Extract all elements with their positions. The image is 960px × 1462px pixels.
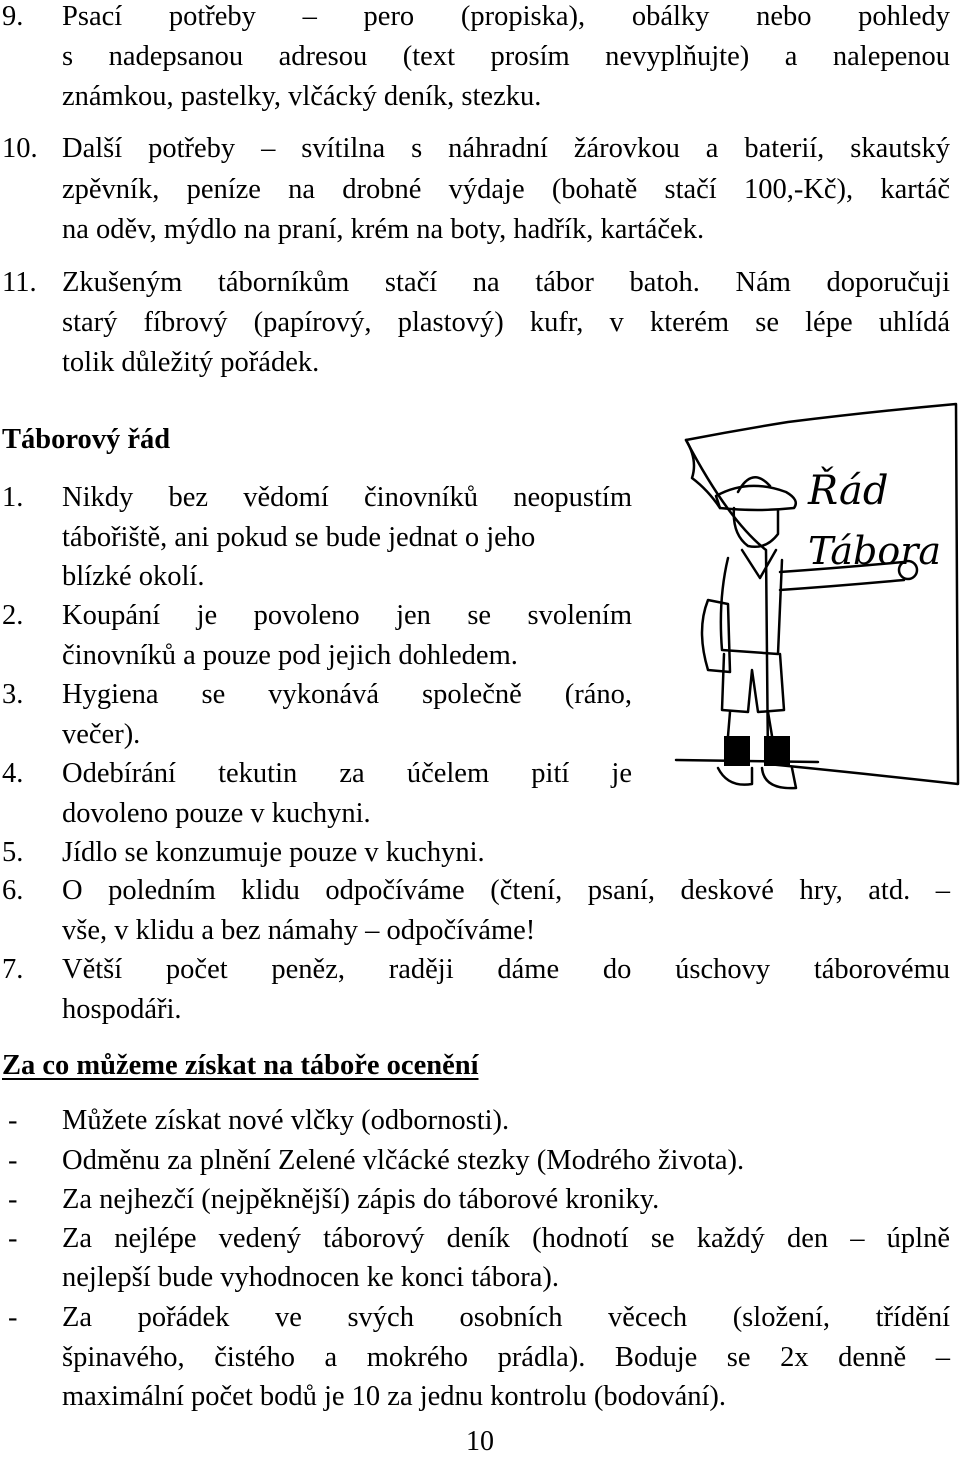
award-line: Za nejlépe vedený táborový deník (hodnotí se každý den – úplně [62, 1223, 950, 1254]
list-item-line: starý fíbrový (papírový, plastový) kufr, v kterém se lépe uhlídá [62, 307, 950, 338]
award-line: špinavého, čistého a mokrého prádla). Boduje se 2x denně – [62, 1342, 950, 1373]
rule-number: 7. [2, 954, 24, 985]
rule-line: Větší počet peněz, raději dáme do úschovy táborovému [62, 954, 950, 985]
rule-line: činovníků a pouze pod jejich dohledem. [62, 640, 518, 671]
rule-line: Hygiena se vykonává společně (ráno, [62, 679, 632, 710]
rule-line: tábořiště, ani pokud se bude jednat o jeho [62, 522, 536, 553]
rule-number: 1. [2, 482, 24, 513]
rule-number: 2. [2, 600, 24, 631]
list-item-line: tolik důležitý pořádek. [62, 347, 320, 378]
rule-line: hospodáři. [62, 994, 182, 1025]
award-line: maximální počet bodů je 10 za jednu kontrolu (bodování). [62, 1381, 727, 1412]
rule-line: O poledním klidu odpočíváme (čtení, psaní, deskové hry, atd. – [62, 875, 950, 906]
rule-number: 6. [2, 875, 24, 906]
list-item-line: Další potřeby – svítilna s náhradní žárovkou a baterií, skautský [62, 133, 950, 164]
list-item-line: na oděv, mýdlo na praní, krém na boty, hadřík, kartáček. [62, 214, 705, 245]
list-number: 10. [2, 133, 38, 164]
rule-number: 5. [2, 837, 24, 868]
scout-backpack [702, 600, 730, 672]
award-line: nejlepší bude vyhodnocen ke konci tábora). [62, 1262, 560, 1293]
rule-line: Jídlo se konzumuje pouze v kuchyni. [62, 837, 485, 868]
bullet-dash: - [8, 1105, 18, 1136]
rule-line: Odebírání tekutin za účelem pití je [62, 758, 632, 789]
award-line: Odměnu za plnění Zelené vlčácké stezky (Modrého života). [62, 1145, 745, 1176]
award-line: Můžete získat nové vlčky (odbornosti). [62, 1105, 510, 1136]
scout-holding-sign-illustration [668, 400, 960, 810]
rule-line: blízké okolí. [62, 561, 205, 592]
scout-hat [716, 486, 796, 510]
page-number: 10 [466, 1426, 494, 1457]
list-item-line: Psací potřeby – pero (propiska), obálky nebo pohledy [62, 1, 950, 32]
list-item-line: Zkušeným táborníkům stačí na tábor batoh. Nám doporučuji [62, 267, 950, 298]
rule-line: večer). [62, 719, 141, 750]
bullet-dash: - [8, 1184, 18, 1215]
rule-line: dovoleno pouze v kuchyni. [62, 798, 371, 829]
bullet-dash: - [8, 1145, 18, 1176]
award-line: Za nejhezčí (nejpěknější) zápis do táborové kroniky. [62, 1184, 660, 1215]
list-item-line: s nadepsanou adresou (text prosím nevyplňujte) a nalepenou [62, 41, 950, 72]
list-item-line: známkou, pastelky, vlčácký deník, stezku. [62, 81, 542, 112]
section-heading-camp-rules: Táborový řád [2, 424, 171, 455]
rule-line: Koupání je povoleno jen se svolením [62, 600, 632, 631]
rule-number: 3. [2, 679, 24, 710]
rule-number: 4. [2, 758, 24, 789]
section-heading-awards: Za co můžeme získat na táboře ocenění [2, 1050, 479, 1081]
list-number: 9. [2, 1, 24, 32]
list-item-line: zpěvník, peníze na drobné výdaje (bohatě stačí 100,-Kč), kartáč [62, 174, 950, 205]
bullet-dash: - [8, 1223, 18, 1254]
award-line: Za pořádek ve svých osobních věcech (složení, třídění [62, 1302, 950, 1333]
scout-shorts [722, 654, 784, 712]
bullet-dash: - [8, 1302, 18, 1333]
sign-text-line2: Tábora [808, 529, 942, 573]
rule-line: vše, v klidu a bez námahy – odpočíváme! [62, 915, 536, 946]
list-number: 11. [2, 267, 37, 298]
sign-sheet [686, 404, 958, 784]
sign-text-line1: Řád [808, 468, 889, 514]
rule-line: Nikdy bez vědomí činovníků neopustím [62, 482, 632, 513]
